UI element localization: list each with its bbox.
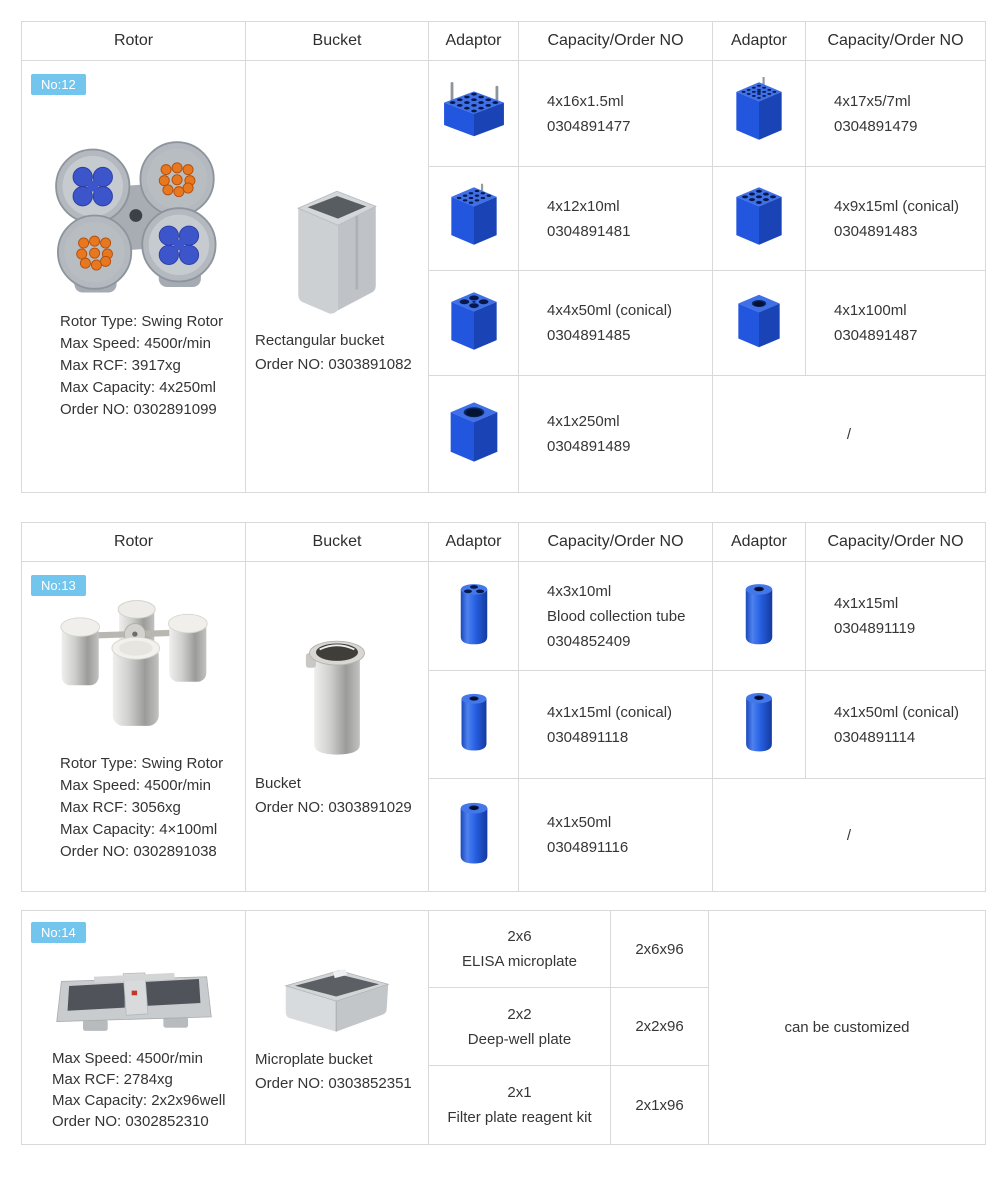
bucket-text	[246, 329, 412, 377]
capacity-cell	[519, 376, 713, 492]
order-no: Order NO: 0302852310	[52, 1112, 209, 1130]
order-no: 0304891489	[547, 438, 631, 455]
column-header-rotor: Rotor	[22, 523, 246, 562]
plate-name: Deep-well plate	[467, 1030, 572, 1048]
cylindrical-bucket-image	[295, 633, 379, 766]
capacity-cell	[519, 671, 713, 779]
capacity-text: 4x17x5/7ml	[834, 92, 911, 110]
bucket-cell	[246, 562, 429, 891]
max-rcf: Max RCF: 3056xg	[60, 799, 181, 816]
bucket-name: Microplate bucket	[255, 1051, 373, 1068]
capacity-code-cell: 2x1x96	[611, 1066, 709, 1144]
capacity-text: 4x1x50ml	[547, 814, 612, 831]
rotor-cell	[22, 911, 246, 1144]
capacity-text: 4x1x100ml	[834, 302, 907, 319]
adaptor-cell	[429, 271, 519, 376]
swing-rotor-image	[39, 590, 229, 745]
column-header-adaptor-1: Adaptor	[429, 523, 519, 562]
capacity-code-cell: 2x6x96	[611, 911, 709, 988]
column-header-bucket: Bucket	[246, 22, 429, 61]
adaptor-17-hole-block-icon	[731, 77, 787, 150]
capacity-cell	[519, 562, 713, 671]
microplate-bucket-image	[272, 959, 402, 1042]
empty-slash-cell: /	[846, 826, 852, 844]
order-no: 0304891477	[547, 117, 631, 135]
adaptor-cell	[713, 271, 806, 376]
column-header-adaptor-2: Adaptor	[713, 22, 806, 61]
bucket-text	[246, 1048, 412, 1096]
capacity-cell	[806, 671, 985, 779]
capacity-text: 4x1x50ml (conical)	[834, 703, 960, 721]
order-no: 0304891485	[547, 327, 631, 344]
adaptor-4-hole-block-icon	[446, 287, 502, 360]
capacity-text: 4x1x250ml	[547, 413, 620, 430]
capacity-text: 4x3x10ml	[547, 582, 612, 600]
order-no: 0304852409	[547, 632, 631, 650]
capacity-code-cell: 2x2x96	[611, 988, 709, 1066]
max-capacity: Max Capacity: 2x2x96well	[52, 1091, 226, 1109]
adaptor-cell	[429, 61, 519, 167]
capacity-text: 4x1x15ml (conical)	[547, 703, 673, 721]
adaptor-3-hole-cylinder-icon	[453, 579, 495, 654]
spec-table-no13	[21, 522, 986, 892]
adaptor-1-large-hole-block-icon	[445, 397, 503, 472]
column-header-adaptor-2: Adaptor	[713, 523, 806, 562]
max-speed: Max Speed: 4500r/min	[52, 1049, 203, 1067]
rotor-type: Rotor Type: Swing Rotor	[60, 312, 224, 330]
plate-type-cell	[429, 1066, 611, 1144]
max-rcf: Max RCF: 3917xg	[60, 356, 181, 374]
spec-table-no14	[21, 910, 986, 1145]
plate-type-cell	[429, 988, 611, 1066]
order-no: 0304891116	[547, 839, 629, 856]
plate-count: 2x2	[507, 1005, 532, 1023]
adaptor-9-hole-block-icon	[731, 182, 787, 255]
order-no: 0304891119	[834, 620, 916, 637]
item-number-badge: No:14	[31, 922, 86, 943]
adaptor-cell	[429, 671, 519, 779]
order-no: 0304891483	[834, 222, 918, 240]
order-no: 0304891481	[547, 222, 631, 240]
capacity-cell	[519, 167, 713, 271]
adaptor-cell	[429, 167, 519, 271]
bucket-order-no: Order NO: 0303891029	[255, 799, 412, 816]
bucket-cell	[246, 911, 429, 1144]
column-header-capacity-1: Capacity/Order NO	[519, 22, 713, 61]
rotor-cell	[22, 61, 246, 492]
capacity-cell	[806, 167, 985, 271]
max-capacity: Max Capacity: 4×100ml	[60, 821, 218, 838]
order-no: Order NO: 0302891099	[60, 400, 217, 418]
adaptor-cell	[713, 562, 806, 671]
capacity-text: 4x1x15ml	[834, 595, 899, 612]
adaptor-cell	[713, 671, 806, 779]
max-speed: Max Speed: 4500r/min	[60, 777, 211, 794]
capacity-cell	[806, 61, 985, 167]
rectangular-bucket-image	[285, 176, 389, 323]
capacity-text: 4x9x15ml (conical)	[834, 197, 960, 215]
bucket-order-no: Order NO: 0303852351	[255, 1075, 412, 1092]
capacity-note: Blood collection tube	[547, 607, 686, 625]
adaptor-cell	[429, 779, 519, 891]
capacity-cell	[519, 271, 713, 376]
adaptor-cell	[713, 61, 806, 167]
adaptor-cell	[429, 376, 519, 492]
microplate-carrier-image	[49, 952, 219, 1042]
plate-type-cell	[429, 911, 611, 988]
column-header-adaptor-1: Adaptor	[429, 22, 519, 61]
plate-count: 2x1	[507, 1084, 532, 1101]
max-rcf: Max RCF: 2784xg	[52, 1070, 173, 1088]
adaptor-cell	[429, 562, 519, 671]
adaptor-16-hole-block-icon	[440, 82, 508, 145]
max-speed: Max Speed: 4500r/min	[60, 334, 211, 352]
bucket-name: Rectangular bucket	[255, 332, 385, 349]
capacity-cell	[806, 271, 985, 376]
column-header-capacity-2: Capacity/Order NO	[806, 22, 985, 61]
adaptor-1-hole-cylinder-icon	[453, 797, 495, 874]
bucket-text	[246, 772, 412, 820]
adaptor-12-hole-block-icon	[446, 182, 502, 255]
rotor-specs	[22, 753, 223, 863]
adaptor-1-hole-block-icon	[733, 290, 785, 357]
adaptor-1-hole-cylinder-icon	[454, 689, 494, 760]
plate-name: ELISA microplate	[461, 953, 578, 970]
column-header-bucket: Bucket	[246, 523, 429, 562]
capacity-text: 4x4x50ml (conical)	[547, 302, 673, 319]
rotor-cell	[22, 562, 246, 891]
plate-count: 2x6	[507, 928, 532, 945]
order-no: 0304891118	[547, 728, 629, 746]
bucket-name: Bucket	[255, 775, 301, 792]
order-no: 0304891114	[834, 728, 916, 746]
adaptor-cell	[713, 167, 806, 271]
adaptor-1-hole-cylinder-icon	[738, 579, 780, 654]
customization-note-cell: can be customized	[784, 1019, 910, 1036]
bucket-cell	[246, 61, 429, 492]
plate-name: Filter plate reagent kit	[447, 1109, 592, 1126]
swing-rotor-image	[34, 133, 234, 303]
order-no: Order NO: 0302891038	[60, 843, 217, 860]
rotor-type: Rotor Type: Swing Rotor	[60, 755, 224, 772]
capacity-text: 4x12x10ml	[547, 197, 620, 215]
capacity-cell	[519, 779, 713, 891]
bucket-order-no: Order NO: 0303891082	[255, 356, 412, 373]
rotor-specs	[22, 1048, 225, 1132]
capacity-cell	[519, 61, 713, 167]
rotor-specs	[22, 311, 223, 421]
item-number-badge: No:12	[31, 74, 86, 95]
item-number-badge: No:13	[31, 575, 86, 596]
capacity-cell	[806, 562, 985, 671]
adaptor-1-hole-cylinder-icon	[737, 688, 781, 761]
capacity-text: 4x16x1.5ml	[547, 92, 624, 110]
column-header-capacity-1: Capacity/Order NO	[519, 523, 713, 562]
empty-slash-cell: /	[846, 425, 852, 443]
column-header-capacity-2: Capacity/Order NO	[806, 523, 985, 562]
max-capacity: Max Capacity: 4x250ml	[60, 378, 216, 396]
order-no: 0304891487	[834, 327, 918, 344]
spec-table-no12	[21, 21, 986, 493]
column-header-rotor: Rotor	[22, 22, 246, 61]
order-no: 0304891479	[834, 117, 918, 135]
